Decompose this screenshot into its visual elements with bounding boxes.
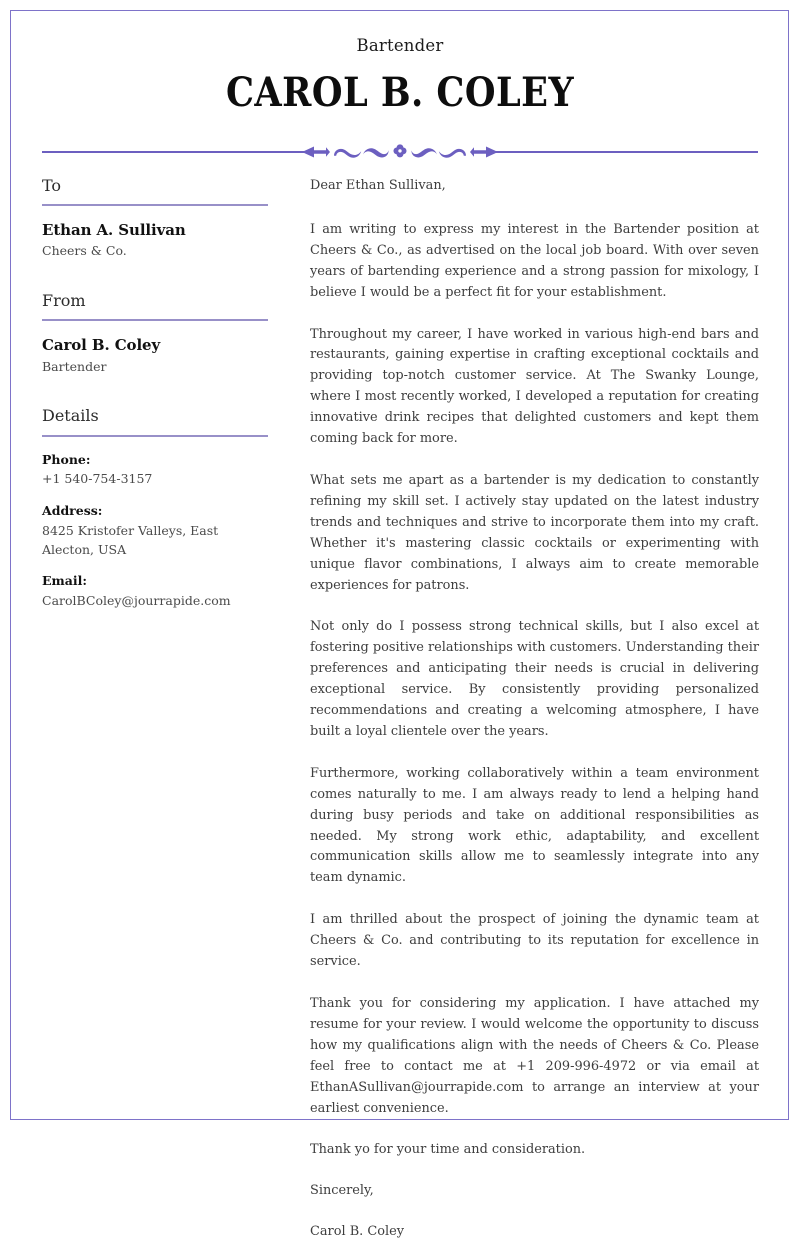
detail-address-label: Address: [42, 503, 103, 519]
recipient-company: Cheers & Co. [42, 243, 127, 259]
sidebar-rule-details [42, 435, 268, 437]
divider-rule-left [42, 151, 310, 153]
detail-email-value: CarolBColey@jourrapide.com [42, 593, 231, 609]
letter-paragraph-4: Not only do I possess strong technical skills, but I also excel at fostering positive relationships with customers. Understanding their preferences and anticipating their needs is crucial in delivering exceptional service. By consistently providing personalized recommendations and creating a welcoming atmosphere, I have built a loyal clientele over the years. [310, 619, 759, 739]
letter-paragraph-6: I am thrilled about the prospect of joining the dynamic team at Cheers & Co. and contributing to its reputation for excellence in service. [310, 912, 759, 970]
detail-email [42, 572, 268, 611]
recipient-name: Ethan A. Sullivan [42, 221, 186, 240]
letter-body [310, 176, 759, 1243]
sidebar-heading-to: To [42, 176, 62, 195]
sidebar-heading-from: From [42, 291, 86, 311]
letter-header [0, 0, 800, 165]
sidebar-section-from [42, 291, 268, 376]
sidebar-rule-from [42, 319, 268, 321]
letter-paragraph-3: What sets me apart as a bartender is my dedication to constantly refining my skill set. I actively stay updated on the latest industry trends and techniques and strive to incorporate them into my craft. Whether it's mastering classic cocktails or experimenting with unique flavor combinations, I always aim to create memorable experiences for patrons. [310, 472, 759, 593]
header-job-title: Bartender [356, 36, 444, 55]
fleuron-ornament-icon [300, 139, 500, 165]
divider-rule-right [490, 151, 758, 153]
detail-address-value: 8425 Kristofer Valleys, East Alecton, USA [42, 522, 219, 557]
sidebar-section-to [42, 176, 268, 261]
sender-name: Carol B. Coley [42, 336, 161, 355]
detail-phone-value: +1 540-754-3157 [42, 471, 153, 487]
sender-role: Bartender [42, 358, 107, 374]
detail-phone [42, 451, 268, 490]
sidebar-heading-details: Details [42, 406, 99, 426]
header-person-name: CAROL B. COLEY [225, 68, 575, 116]
letter-paragraph-1: I am writing to express my interest in the Bartender position at Cheers & Co., as advertised on the local job board. With over seven years of bartending experience and a strong passion for mixology, I believe I would be a perfect fit for your establishment. [310, 221, 759, 300]
letter-closing-thanks: Thank yo for your time and consideration. [310, 1142, 586, 1158]
letter-paragraph-5: Furthermore, working collaboratively within a team environment comes naturally to me. I am always ready to lend a helping hand during busy periods and take on additional responsibilities as needed. My strong work ethic, adaptability, and excellent communication skills allow me to seamlessly integrate into any team dynamic. [310, 765, 759, 886]
detail-address [42, 502, 268, 559]
sidebar [42, 176, 268, 633]
ornamental-divider [42, 139, 758, 165]
detail-phone-label: Phone: [42, 451, 91, 467]
letter-paragraph-7: Thank you for considering my application. I have attached my resume for your review. I would welcome the opportunity to discuss how my qualifications align with the needs of Cheers & Co. Please feel free to contact me at +1 209-996-4972 or via email at EthanASullivan@jourrapide.com to arrange an interview at your earliest convenience. [310, 996, 759, 1116]
letter-closing-word: Sincerely, [310, 1183, 374, 1199]
letter-paragraph-2: Throughout my career, I have worked in various high-end bars and restaurants, gaining expertise in crafting exceptional cocktails and providing top-notch customer service. At The Swanky Lounge, where I most recently worked, I developed a reputation for creating innovative drink recipes that delighted customers and kept them coming back for more. [310, 326, 759, 447]
sidebar-section-details [42, 406, 268, 610]
letter-signature: Carol B. Coley [310, 1224, 405, 1240]
sidebar-rule-to [42, 204, 268, 206]
letter-salutation: Dear Ethan Sullivan, [310, 178, 446, 193]
detail-email-label: Email: [42, 573, 87, 589]
